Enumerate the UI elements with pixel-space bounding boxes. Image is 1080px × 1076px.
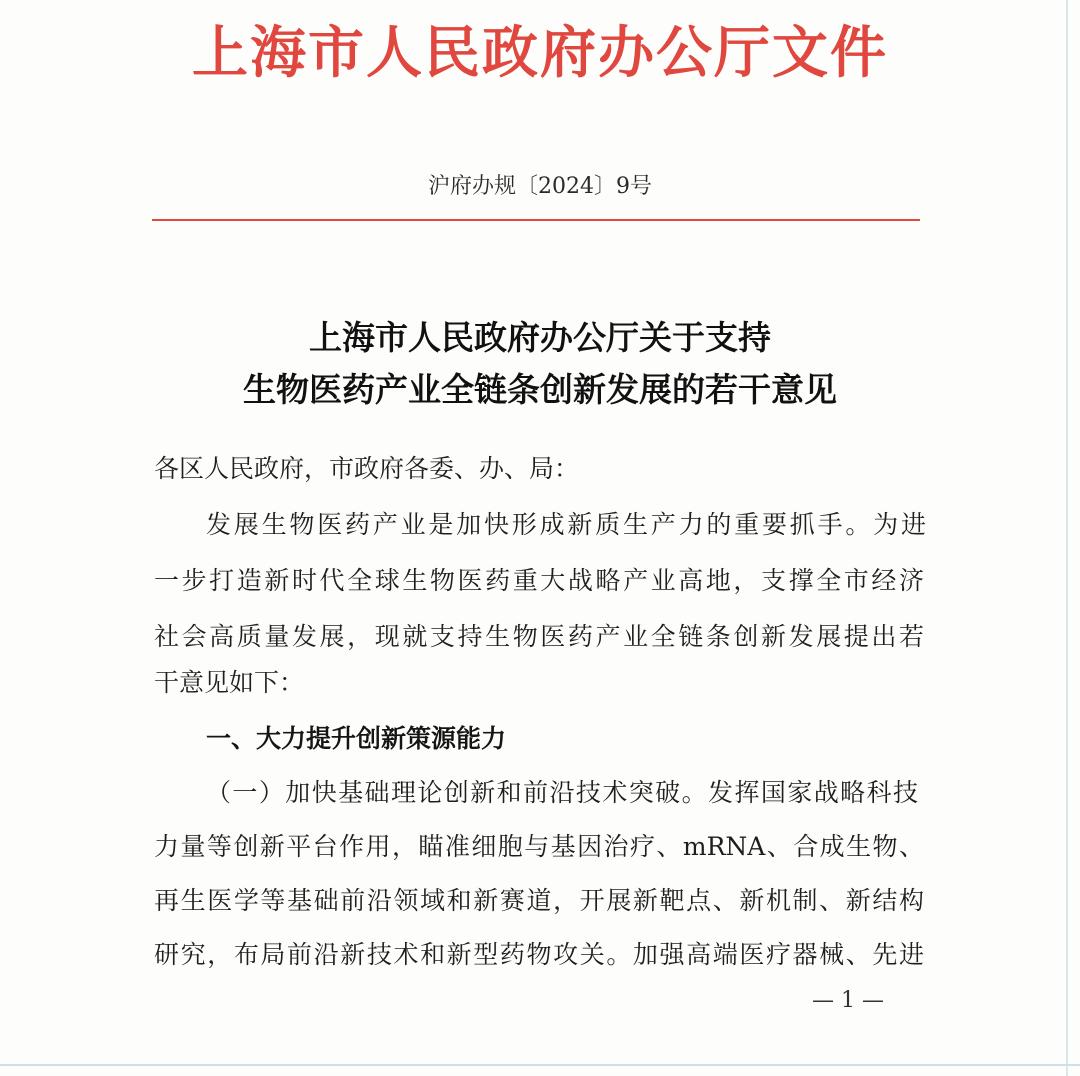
scan-edge-bottom <box>0 1064 1080 1066</box>
intro-line-1: 发展生物医药产业是加快形成新质生产力的重要抓手。为进 <box>206 510 926 539</box>
document-title-line-1: 上海市人民政府办公厅关于支持 <box>309 318 771 357</box>
page-number: — 1 — <box>812 988 884 1013</box>
document-title-line-2: 生物医药产业全链条创新发展的若干意见 <box>243 370 837 409</box>
intro-line-3: 社会高质量发展，现就支持生物医药产业全链条创新发展提出若 <box>154 622 924 651</box>
body-line-3: 再生医学等基础前沿领域和新赛道，开展新靶点、新机制、新结构 <box>154 886 924 915</box>
header-red-rule <box>152 219 920 221</box>
scan-edge-right <box>1066 0 1068 1076</box>
document-number: 沪府办规〔2024〕9号 <box>428 174 652 199</box>
salutation: 各区人民政府，市政府各委、办、局： <box>154 454 580 483</box>
intro-line-2: 一步打造新时代全球生物医药重大战略产业高地，支撑全市经济 <box>154 566 924 595</box>
intro-line-4: 干意见如下： <box>154 668 305 697</box>
body-line-4: 研究，布局前沿新技术和新型药物攻关。加强高端医疗器械、先进 <box>154 940 924 969</box>
section-heading: 一、大力提升创新策源能力 <box>206 724 507 753</box>
body-line-2: 力量等创新平台作用，瞄准细胞与基因治疗、mRNA、合成生物、 <box>154 832 924 861</box>
document-header-title: 上海市人民政府办公厅文件 <box>192 20 888 86</box>
body-line-1: （一）加快基础理论创新和前沿技术突破。发挥国家战略科技 <box>206 778 918 807</box>
